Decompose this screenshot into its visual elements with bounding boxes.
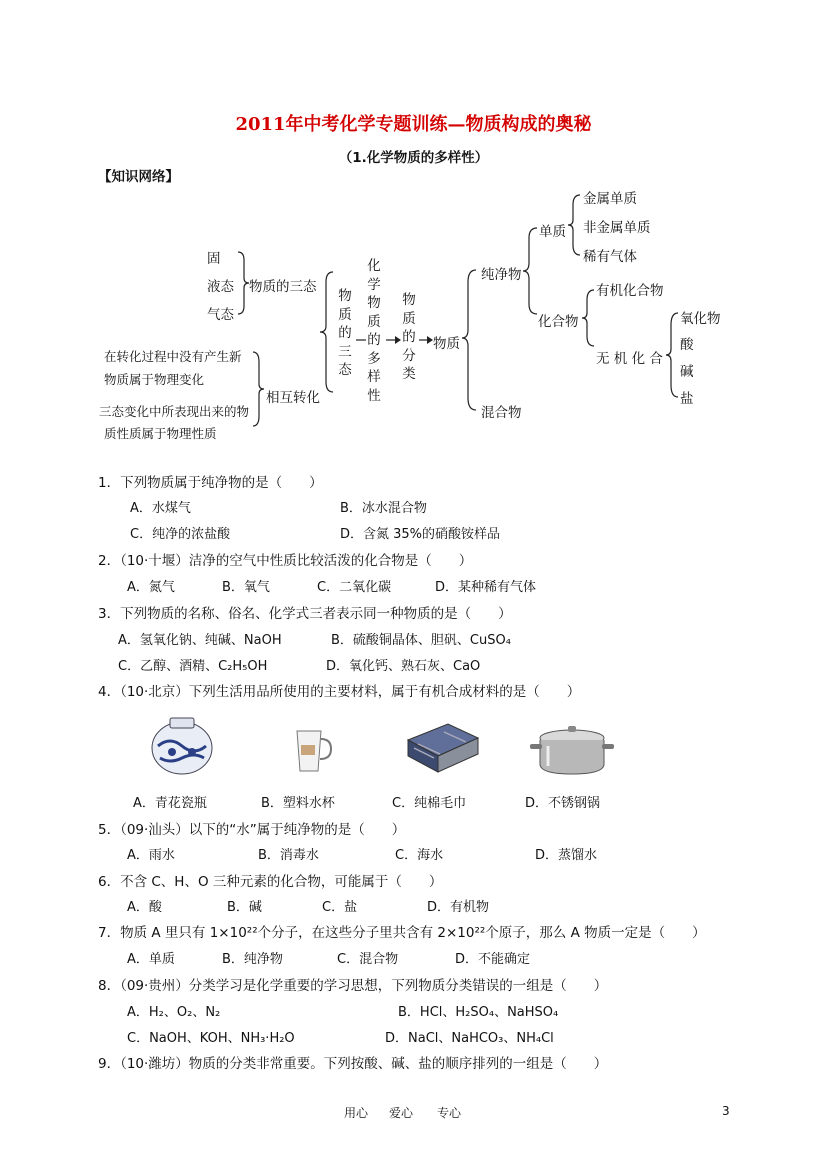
page-number: 3 bbox=[722, 1104, 730, 1118]
q4-option-c: C．纯棉毛巾 bbox=[392, 796, 467, 811]
question-2: 2．（10·十堰）洁净的空气中性质比较活泼的化合物是（ ） bbox=[98, 553, 473, 569]
q8-option-b: B．HCl、H₂SO₄、NaHSO₄ bbox=[398, 1005, 559, 1020]
q7-option-d: D．不能确定 bbox=[455, 952, 531, 967]
q1-option-b: B．冰水混合物 bbox=[340, 501, 427, 516]
vertical-classification: 物质的分类 bbox=[402, 292, 416, 382]
q3-option-a: A．氢氧化钠、纯碱、NaOH bbox=[118, 633, 282, 648]
question-9: 9．（10·潍坊）物质的分类非常重要。下列按酸、碱、盐的顺序排列的一组是（ ） bbox=[98, 1056, 608, 1072]
stainless-pot-picture bbox=[530, 722, 614, 778]
q8-option-d: D．NaCl、NaHCO₃、NH₄Cl bbox=[385, 1031, 554, 1046]
q1-option-d: D．含氮 35%的硝酸铵样品 bbox=[340, 527, 501, 542]
q6-option-a: A．酸 bbox=[127, 900, 162, 915]
page-subtitle: （1.化学物质的多样性） bbox=[338, 150, 489, 166]
q5-option-c: C．海水 bbox=[395, 848, 444, 863]
question-1: 1．下列物质属于纯净物的是（ ） bbox=[98, 475, 323, 491]
mixture-label: 混合物 bbox=[481, 405, 522, 421]
q3-option-d: D．氧化钙、熟石灰、CaO bbox=[326, 659, 481, 674]
state-liquid: 液态 bbox=[207, 279, 234, 295]
q4-option-a: A．青花瓷瓶 bbox=[133, 796, 207, 811]
section-heading: 【知识网络】 bbox=[98, 169, 179, 185]
salt-label: 盐 bbox=[680, 391, 694, 407]
note-line-2: 物质属于物理变化 bbox=[104, 372, 205, 387]
cotton-towel-picture bbox=[404, 718, 480, 776]
state-gas: 气态 bbox=[207, 307, 234, 323]
plastic-cup-picture bbox=[291, 727, 335, 775]
question-8: 8．（09·贵州）分类学习是化学重要的学习思想，下列物质分类错误的一组是（ ） bbox=[98, 978, 608, 994]
state-solid: 固 bbox=[207, 251, 221, 267]
vertical-diversity: 化学物质的多样性 bbox=[367, 258, 381, 404]
q2-option-c: C．二氧化碳 bbox=[317, 580, 392, 595]
brace-inorganic bbox=[666, 313, 678, 397]
brace-pure bbox=[523, 228, 537, 314]
q7-option-a: A．单质 bbox=[127, 952, 175, 967]
vertical-three-states: 物质的三态 bbox=[338, 288, 352, 378]
footer-motto-2: 爱心 bbox=[389, 1106, 414, 1120]
note-line-1: 在转化过程中没有产生新 bbox=[104, 349, 242, 364]
question-4: 4．（10·北京）下列生活用品所使用的主要材料，属于有机合成材料的是（ ） bbox=[98, 684, 581, 700]
brace-states bbox=[238, 252, 249, 314]
mutual-conversion-label: 相互转化 bbox=[266, 390, 320, 406]
note-line-3: 三态变化中所表现出来的物 bbox=[99, 404, 250, 419]
brace-compound bbox=[582, 290, 594, 346]
q2-option-a: A．氮气 bbox=[127, 580, 175, 595]
q3-option-b: B．硫酸铜晶体、胆矾、CuSO₄ bbox=[331, 633, 511, 648]
three-states-label: 物质的三态 bbox=[249, 279, 317, 295]
brace-element bbox=[568, 195, 580, 255]
metal-element-label: 金属单质 bbox=[583, 191, 637, 207]
brace-three-states bbox=[320, 272, 333, 392]
q1-option-a: A．水煤气 bbox=[130, 501, 191, 516]
q8-option-a: A．H₂、O₂、N₂ bbox=[127, 1005, 221, 1020]
matter-label: 物质 bbox=[433, 336, 460, 352]
inorganic-compound-label: 无 机 化 合 bbox=[596, 351, 663, 367]
element-label: 单质 bbox=[539, 224, 566, 240]
q3-option-c: C．乙醇、酒精、C₂H₅OH bbox=[118, 659, 268, 674]
question-3: 3．下列物质的名称、俗名、化学式三者表示同一种物质的是（ ） bbox=[98, 606, 512, 622]
q6-option-c: C．盐 bbox=[322, 900, 358, 915]
organic-compound-label: 有机化合物 bbox=[596, 283, 664, 299]
oxide-label: 氧化物 bbox=[680, 311, 721, 327]
note-line-4: 质性质属于物理性质 bbox=[104, 426, 217, 441]
brace-matter bbox=[462, 270, 476, 410]
q7-option-c: C．混合物 bbox=[337, 952, 399, 967]
question-7: 7．物质 A 里只有 1×10²²个分子，在这些分子里共含有 2×10²²个原子，那么 A 物质一定是（ ） bbox=[98, 925, 706, 941]
q5-option-d: D．蒸馏水 bbox=[535, 848, 598, 863]
q7-option-b: B．纯净物 bbox=[222, 952, 283, 967]
q6-option-b: B．碱 bbox=[227, 900, 262, 915]
question-5: 5．（09·汕头）以下的“水”属于纯净物的是（ ） bbox=[98, 822, 406, 838]
pure-substance-label: 纯净物 bbox=[481, 267, 522, 283]
acid-label: 酸 bbox=[680, 337, 694, 353]
footer-motto-1: 用心 bbox=[344, 1106, 369, 1120]
brace-notes bbox=[253, 352, 264, 426]
compound-label: 化合物 bbox=[538, 314, 579, 330]
base-label: 碱 bbox=[680, 364, 694, 380]
q1-option-c: C．纯净的浓盐酸 bbox=[130, 527, 231, 542]
q4-option-b: B．塑料水杯 bbox=[261, 796, 335, 811]
q5-option-a: A．雨水 bbox=[127, 848, 175, 863]
footer-motto-3: 专心 bbox=[437, 1106, 462, 1120]
q5-option-b: B．消毒水 bbox=[258, 848, 319, 863]
question-6: 6．不含 C、H、O 三种元素的化合物，可能属于（ ） bbox=[98, 874, 443, 890]
q8-option-c: C．NaOH、KOH、NH₃·H₂O bbox=[127, 1031, 295, 1046]
q2-option-b: B．氧气 bbox=[222, 580, 270, 595]
q4-option-d: D．不锈钢锅 bbox=[525, 796, 601, 811]
noble-gas-label: 稀有气体 bbox=[583, 249, 637, 265]
porcelain-vase-picture bbox=[150, 712, 214, 776]
q2-option-d: D．某种稀有气体 bbox=[435, 580, 537, 595]
q6-option-d: D．有机物 bbox=[427, 900, 490, 915]
nonmetal-element-label: 非金属单质 bbox=[583, 220, 651, 236]
diagram-braces bbox=[0, 0, 827, 460]
page-title: 2011年中考化学专题训练—物质构成的奥秘 bbox=[235, 114, 592, 135]
